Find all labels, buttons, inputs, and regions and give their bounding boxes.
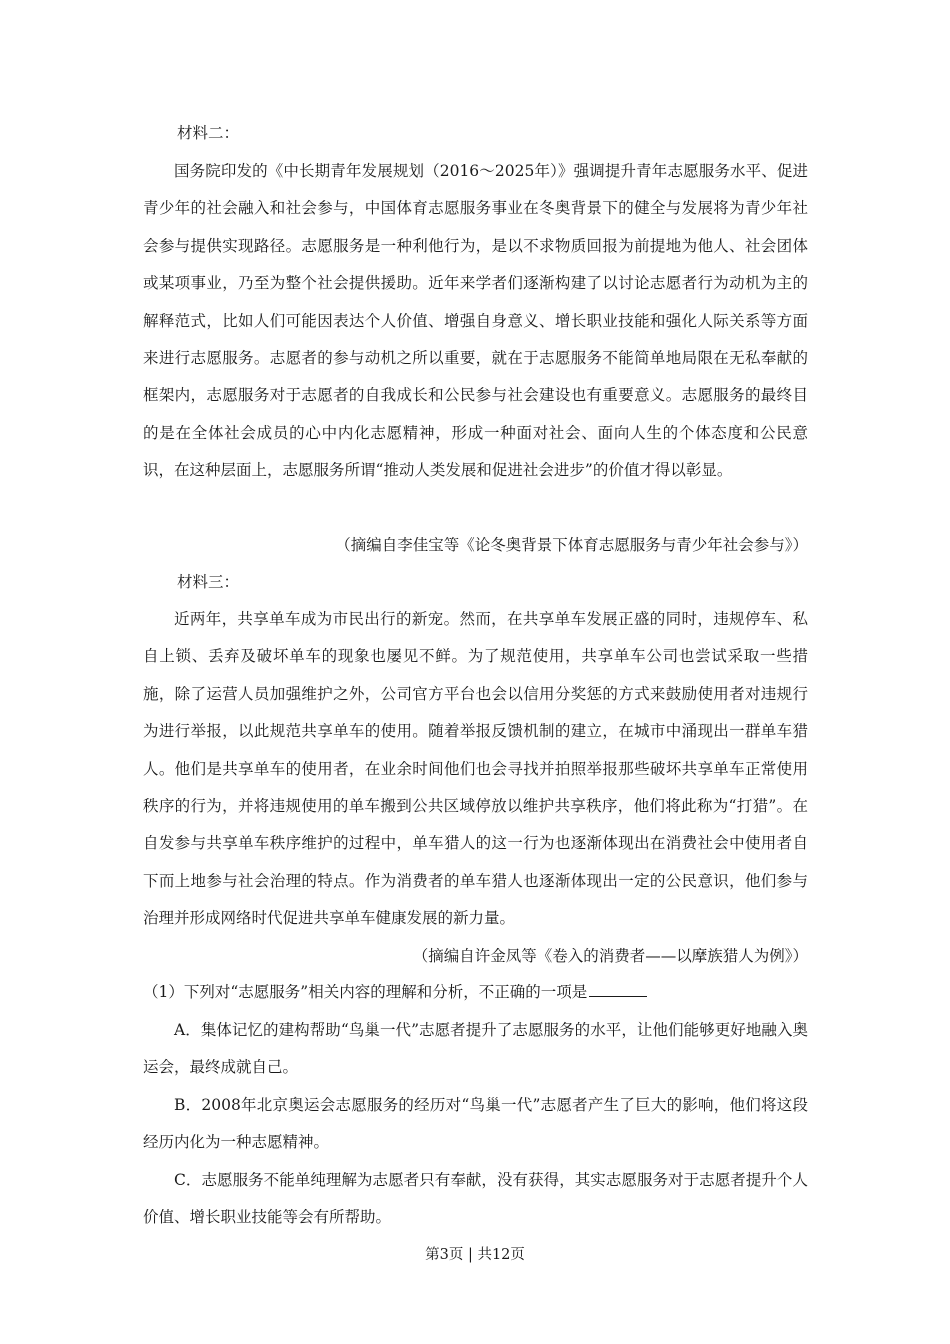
material-3-body (143, 601, 808, 938)
option-b-text: B．2008年北京奥运会志愿服务的经历对“鸟巢一代”志愿者产生了巨大的影响，他们将这段经历内化为一种志愿精神。 (143, 1096, 808, 1152)
question-stem-line (143, 974, 647, 1011)
material-2-label: 材料二： (177, 124, 240, 142)
option-b (143, 1087, 808, 1162)
option-c-text: C．志愿服务不能单纯理解为志愿者只有奉献，没有获得，其实志愿服务对于志愿者提升个人价值、增长职业技能等会有所帮助。 (143, 1171, 808, 1227)
material-2-paragraph: 国务院印发的《中长期青年发展规划（2016～2025年）》强调提升青年志愿服务水平、促进青少年的社会融入和社会参与，中国体育志愿服务事业在冬奥背景下的健全与发展将为青少年社会参与提供实现路径。志愿服务是一种利他行为，是以不求物质回报为前提地为他人、社会团体或某项事业，乃至为整个社会提供援助。近年来学者们逐渐构建了以讨论志愿者行为动机为主的解释范式，比如人们可能因表达个人价值、增强自身意义、增长职业技能和强化人际关系等方面来进行志愿服务。志愿者的参与动机之所以重要，就在于志愿服务不能简单地局限在无私奉献的框架内，志愿服务对于志愿者的自我成长和公民参与社会建设也有重要意义。志愿服务的最终目的是在全体社会成员的心中内化志愿精神，形成一种面对社会、面向人生的个体态度和公民意识，在这种层面上，志愿服务所谓“推动人类发展和促进社会进步”的价值才得以彰显。 (143, 162, 808, 480)
material-3-paragraph: 近两年，共享单车成为市民出行的新宠。然而，在共享单车发展正盛的同时，违规停车、私自上锁、丢弃及破坏单车的现象也屡见不鲜。为了规范使用，共享单车公司也尝试采取一些措施，除了运营人员加强维护之外，公司官方平台也会以信用分奖惩的方式来鼓励使用者对违规行为进行举报，以此规范共享单车的使用。随着举报反馈机制的建立，在城市中涌现出一群单车猎人。他们是共享单车的使用者，在业余时间他们也会寻找并拍照举报那些破坏共享单车正常使用秩序的行为，并将违规使用的单车搬到公共区域停放以维护共享秩序，他们将此称为“打猎”。在自发参与共享单车秩序维护的过程中，单车猎人的这一行为也逐渐体现出在消费社会中使用者自下而上地参与社会治理的特点。作为消费者的单车猎人也逐渐体现出一定的公民意识，他们参与治理并形成网络时代促进共享单车健康发展的新力量。 (143, 610, 808, 928)
material-3-source: （摘编自许金凤等《卷入的消费者——以摩族猎人为例》） (412, 947, 808, 965)
option-c (143, 1162, 808, 1237)
page-footer: 第3页 | 共12页 (425, 1247, 525, 1263)
material-3-label: 材料三： (177, 573, 240, 591)
option-a (143, 1012, 808, 1087)
question-stem: （1）下列对“志愿服务”相关内容的理解和分析，不正确的一项是 (143, 983, 588, 1001)
material-2-body (143, 153, 808, 490)
answer-blank[interactable] (589, 980, 647, 997)
material-2-source: （摘编自李佳宝等《论冬奥背景下体育志愿服务与青少年社会参与》） (335, 536, 808, 554)
option-a-text: A．集体记忆的建构帮助“鸟巢一代”志愿者提升了志愿服务的水平，让他们能够更好地融入奥运会，最终成就自己。 (143, 1021, 808, 1077)
